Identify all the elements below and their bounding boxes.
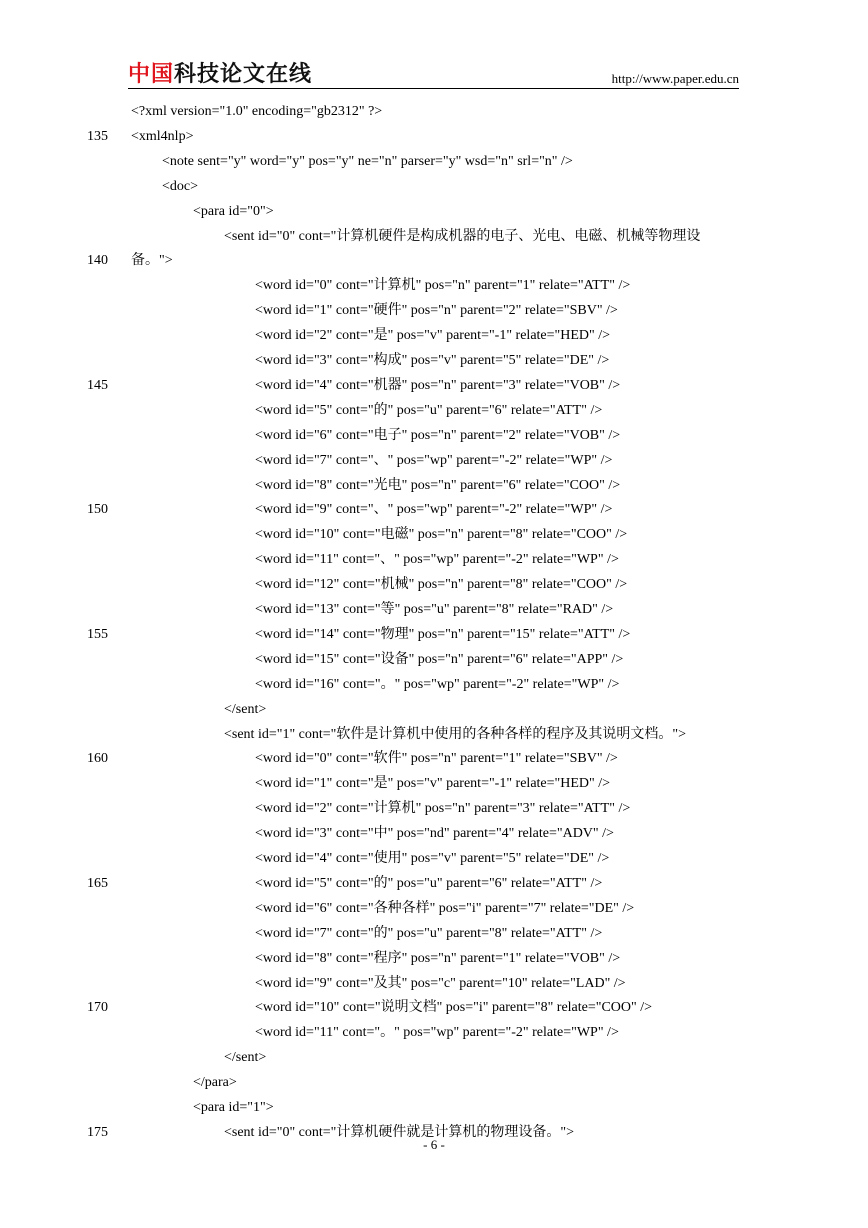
code-line xyxy=(0,523,868,547)
code-line xyxy=(0,374,868,398)
code-line xyxy=(0,772,868,796)
code-text: </sent> xyxy=(224,701,267,717)
code-text: <?xml version="1.0" encoding="gb2312" ?> xyxy=(131,104,383,119)
code-text: <note sent="y" word="y" pos="y" ne="n" parser="y" wsd="n" srl="n" /> xyxy=(162,153,573,169)
code-line xyxy=(0,424,868,448)
code-line xyxy=(0,573,868,597)
code-text: <sent id="0" cont="计算机硬件是构成机器的电子、光电、电磁、机械等物理设 xyxy=(224,228,701,244)
code-line xyxy=(0,449,868,473)
code-line xyxy=(0,225,868,249)
code-text: <para id="1"> xyxy=(193,1100,274,1115)
code-text: <word id="7" cont="的" pos="u" parent="8" relate="ATT" /> xyxy=(255,925,603,941)
code-text: <word id="2" cont="计算机" pos="n" parent="3" relate="ATT" /> xyxy=(255,801,631,817)
code-text: 备。"> xyxy=(131,253,173,269)
code-text: <word id="11" cont="。" pos="wp" parent="-2" relate="WP" /> xyxy=(255,1025,619,1041)
code-line xyxy=(0,996,868,1020)
code-text: </para> xyxy=(193,1075,237,1091)
line-number: 140 xyxy=(87,253,108,269)
code-text: <word id="3" cont="构成" pos="v" parent="5" relate="DE" /> xyxy=(255,353,610,368)
line-number: 155 xyxy=(87,626,108,642)
code-line xyxy=(0,548,868,572)
code-line xyxy=(0,324,868,348)
code-text: <word id="4" cont="使用" pos="v" parent="5" relate="DE" /> xyxy=(255,851,610,866)
line-number: 160 xyxy=(87,751,108,767)
code-line xyxy=(0,747,868,771)
code-line xyxy=(0,474,868,498)
page-header xyxy=(128,58,739,90)
code-line xyxy=(0,822,868,846)
code-text: </sent> xyxy=(224,1050,267,1066)
code-line xyxy=(0,698,868,722)
code-line xyxy=(0,249,868,273)
code-text: <word id="11" cont="、" pos="wp" parent="-2" relate="WP" /> xyxy=(255,552,619,568)
code-line xyxy=(0,399,868,423)
code-text: <word id="6" cont="各种各样" pos="i" parent="7" relate="DE" /> xyxy=(255,900,635,916)
code-text: <xml4nlp> xyxy=(131,128,194,144)
line-number: 150 xyxy=(87,502,108,518)
code-text: <word id="5" cont="的" pos="u" parent="6" relate="ATT" /> xyxy=(255,402,603,418)
code-line xyxy=(0,673,868,697)
code-text: <word id="5" cont="的" pos="u" parent="6" relate="ATT" /> xyxy=(255,875,603,891)
code-line xyxy=(0,847,868,871)
line-number: 170 xyxy=(87,1000,108,1016)
logo-red-text: 中国 xyxy=(128,62,175,87)
code-line xyxy=(0,150,868,174)
code-text: <word id="1" cont="硬件" pos="n" parent="2" relate="SBV" /> xyxy=(255,303,618,319)
code-line xyxy=(0,648,868,672)
line-number: 135 xyxy=(87,128,108,144)
code-line xyxy=(0,797,868,821)
code-line xyxy=(0,100,868,124)
code-line xyxy=(0,947,868,971)
page-number: - 6 - xyxy=(423,1137,445,1152)
code-line xyxy=(0,598,868,622)
code-text: <word id="2" cont="是" pos="v" parent="-1" relate="HED" /> xyxy=(255,328,611,344)
code-line xyxy=(0,125,868,149)
site-logo xyxy=(128,62,312,88)
code-text: <word id="4" cont="机器" pos="n" parent="3" relate="VOB" /> xyxy=(255,377,621,393)
code-line xyxy=(0,972,868,996)
code-text: <word id="15" cont="设备" pos="n" parent="6" relate="APP" /> xyxy=(255,651,624,667)
code-text: <word id="8" cont="光电" pos="n" parent="6" relate="COO" /> xyxy=(255,477,621,493)
code-text: <word id="14" cont="物理" pos="n" parent="15" relate="ATT" /> xyxy=(255,626,631,642)
code-line xyxy=(0,1046,868,1070)
code-text: <word id="9" cont="、" pos="wp" parent="-2" relate="WP" /> xyxy=(255,502,613,518)
code-line xyxy=(0,1021,868,1045)
code-text: <sent id="1" cont="软件是计算机中使用的各种各样的程序及其说明文档。"> xyxy=(224,726,686,742)
site-url[interactable]: http://www.paper.edu.cn xyxy=(611,71,739,86)
line-number: 175 xyxy=(87,1124,108,1140)
code-text: <word id="10" cont="电磁" pos="n" parent="8" relate="COO" /> xyxy=(255,527,628,543)
code-line xyxy=(0,299,868,323)
code-line xyxy=(0,1096,868,1120)
code-text: <word id="9" cont="及其" pos="c" parent="10" relate="LAD" /> xyxy=(255,975,626,991)
code-text: <word id="16" cont="。" pos="wp" parent="-2" relate="WP" /> xyxy=(255,676,620,692)
logo-black-text: 科技论文在线 xyxy=(174,62,313,87)
code-text: <para id="0"> xyxy=(193,203,274,219)
code-text: <sent id="0" cont="计算机硬件就是计算机的物理设备。"> xyxy=(224,1124,574,1140)
line-number: 165 xyxy=(87,875,108,891)
code-text: <word id="1" cont="是" pos="v" parent="-1" relate="HED" /> xyxy=(255,776,611,792)
code-text: <doc> xyxy=(162,178,199,194)
code-line xyxy=(0,200,868,224)
code-line xyxy=(0,922,868,946)
code-line xyxy=(0,872,868,896)
code-text: <word id="12" cont="机械" pos="n" parent="8" relate="COO" /> xyxy=(255,577,628,593)
code-line xyxy=(0,897,868,921)
code-line xyxy=(0,1071,868,1095)
code-text: <word id="7" cont="、" pos="wp" parent="-2" relate="WP" /> xyxy=(255,452,613,468)
code-line xyxy=(0,498,868,522)
code-text: <word id="3" cont="中" pos="nd" parent="4" relate="ADV" /> xyxy=(255,826,614,842)
header-rule xyxy=(128,88,739,89)
code-line xyxy=(0,623,868,647)
code-text: <word id="10" cont="说明文档" pos="i" parent="8" relate="COO" /> xyxy=(255,1000,653,1016)
line-number: 145 xyxy=(87,377,108,393)
code-text: <word id="8" cont="程序" pos="n" parent="1" relate="VOB" /> xyxy=(255,950,621,966)
code-line xyxy=(0,723,868,747)
code-text: <word id="6" cont="电子" pos="n" parent="2" relate="VOB" /> xyxy=(255,427,621,443)
code-text: <word id="0" cont="软件" pos="n" parent="1" relate="SBV" /> xyxy=(255,751,618,767)
code-line xyxy=(0,175,868,199)
code-text: <word id="13" cont="等" pos="u" parent="8" relate="RAD" /> xyxy=(255,602,614,617)
code-line xyxy=(0,274,868,298)
code-line xyxy=(0,349,868,373)
code-text: <word id="0" cont="计算机" pos="n" parent="1" relate="ATT" /> xyxy=(255,278,631,294)
